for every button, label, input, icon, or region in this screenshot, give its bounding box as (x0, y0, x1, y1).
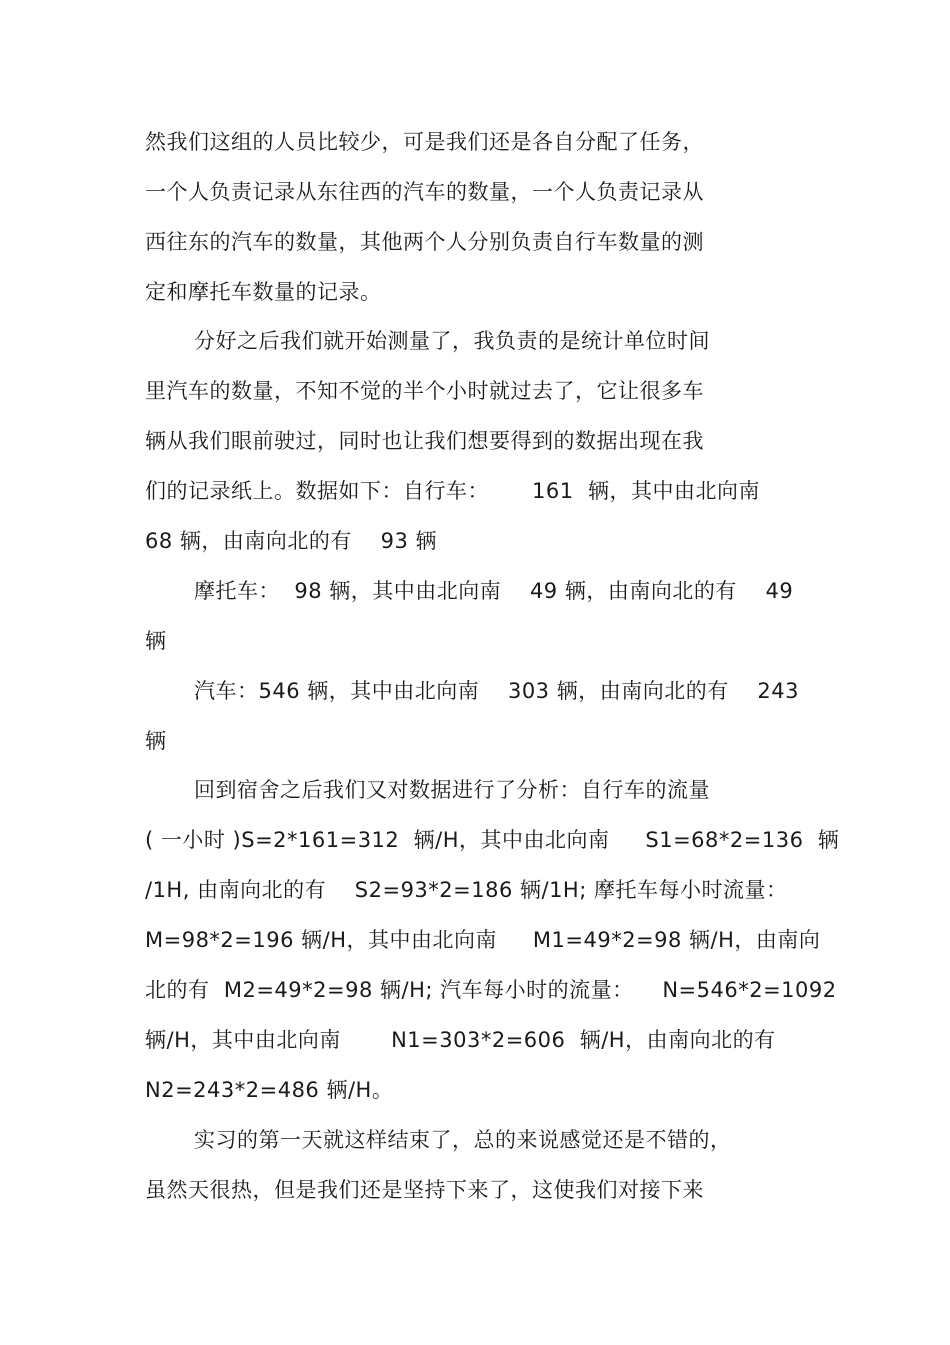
paragraph-start-line: 分好之后我们就开始测量了，我负责的是统计单位时间 (194, 329, 710, 353)
text-line: 辆 (145, 629, 167, 653)
text-line: 然我们这组的人员比较少，可是我们还是各自分配了任务， (145, 130, 704, 154)
text-line: 68 辆，由南向北的有 93 辆 (145, 529, 437, 553)
text-line: /1H, 由南向北的有 S2=93*2=186 辆/1H; 摩托车每小时流量： (145, 878, 788, 902)
text-line: 辆 (145, 729, 167, 753)
text-line: 辆从我们眼前驶过，同时也让我们想要得到的数据出现在我 (145, 429, 704, 453)
text-line: 一个人负责记录从东往西的汽车的数量，一个人负责记录从 (145, 180, 704, 204)
text-line: 北的有 M2=49*2=98 辆/H; 汽车每小时的流量： N=546*2=1092 (145, 978, 837, 1002)
text-line: 们的记录纸上。数据如下：自行车： 161 辆，其中由北向南 (145, 479, 760, 503)
text-line: 定和摩托车数量的记录。 (145, 280, 382, 304)
paragraph-start-line: 汽车：546 辆，其中由北向南 303 辆，由南向北的有 243 (194, 679, 799, 703)
text-line: 西往东的汽车的数量，其他两个人分别负责自行车数量的测 (145, 230, 704, 254)
paragraph-start-line: 实习的第一天就这样结束了，总的来说感觉还是不错的， (194, 1128, 732, 1152)
text-line: 辆/H，其中由北向南 N1=303*2=606 辆/H，由南向北的有 (145, 1028, 776, 1052)
text-line: N2=243*2=486 辆/H。 (145, 1078, 394, 1102)
text-line: ( 一小时 )S=2*161=312 辆/H，其中由北向南 S1=68*2=136 辆 (145, 828, 840, 852)
text-line: 虽然天很热，但是我们还是坚持下来了，这使我们对接下来 (145, 1178, 704, 1202)
text-line: 里汽车的数量，不知不觉的半个小时就过去了，它让很多车 (145, 379, 704, 403)
paragraph-start-line: 摩托车： 98 辆，其中由北向南 49 辆，由南向北的有 49 (194, 579, 794, 603)
paragraph-start-line: 回到宿舍之后我们又对数据进行了分析：自行车的流量 (194, 778, 710, 802)
text-line: M=98*2=196 辆/H，其中由北向南 M1=49*2=98 辆/H，由南向 (145, 928, 821, 952)
